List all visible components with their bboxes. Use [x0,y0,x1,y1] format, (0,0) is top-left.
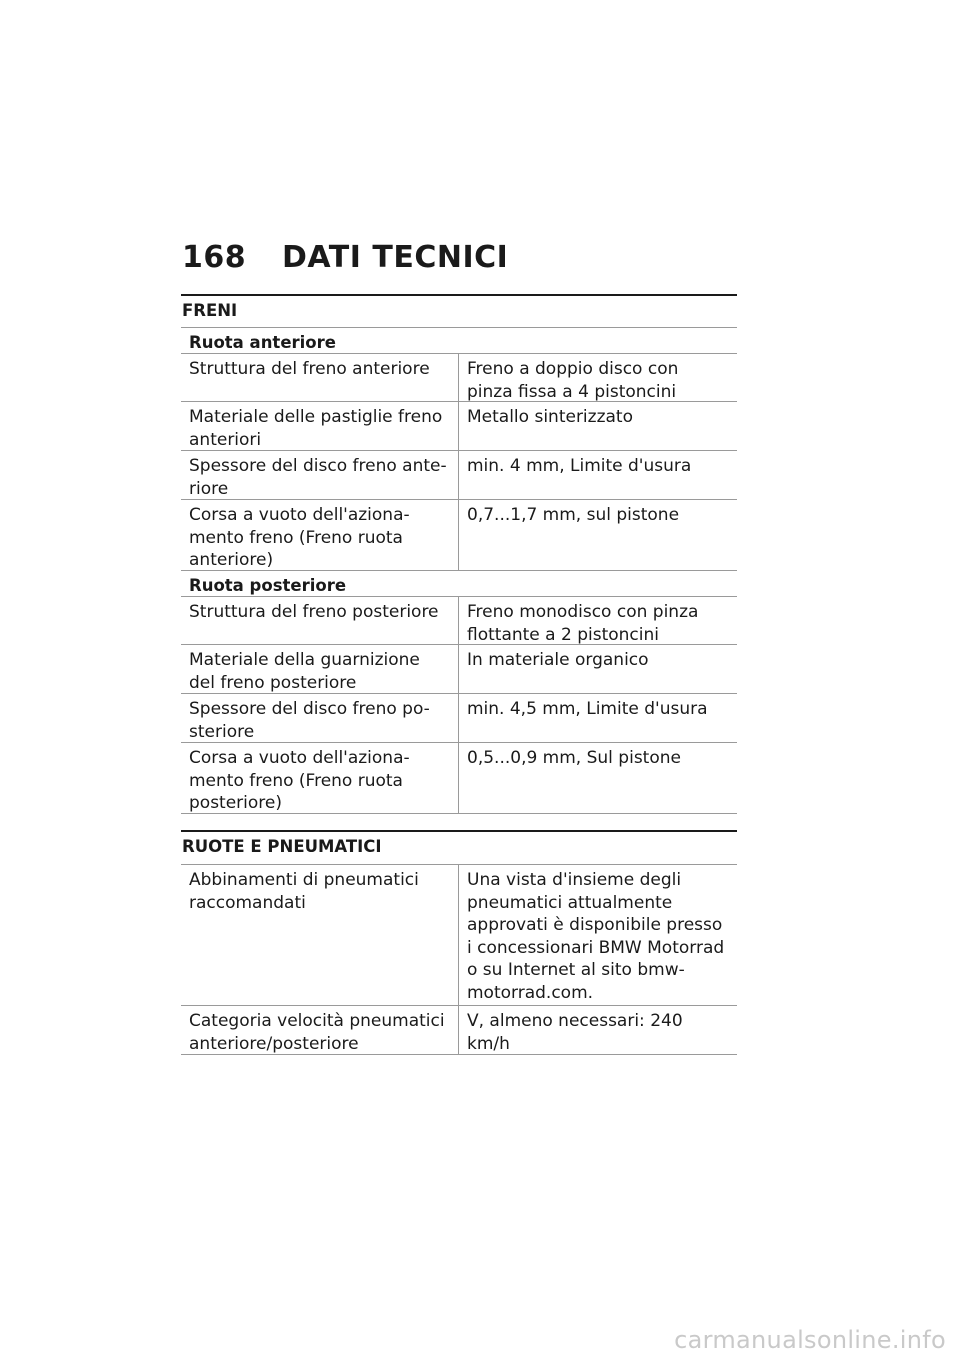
spec-label: Corsa a vuoto dell'aziona-mento freno (Freno ruota posteriore) [181,743,459,813]
spec-label: Abbinamenti di pneumatici raccomandati [181,865,459,1005]
table-row [181,353,737,401]
spec-label: Materiale della guarnizione del freno posteriore [181,645,459,693]
table-row [181,693,737,742]
front-wheel-header: Ruota anteriore [181,327,737,353]
spec-value: In materiale organico [467,650,649,670]
rear-wheel-header: Ruota posteriore [181,570,737,596]
table-row [181,644,737,693]
table-row [181,1005,737,1055]
spec-value: 0,7...1,7 mm, sul pistone [467,505,680,525]
table-row [181,401,737,450]
freni-section [181,294,737,814]
spec-value: min. 4 mm, Limite d'usura [467,456,692,476]
ruote-section [181,830,737,1055]
freni-section-title: FRENI [181,294,737,320]
table-row [181,742,737,814]
table-row [181,450,737,499]
table-row [181,499,737,570]
spec-label: Spessore del disco freno po-steriore [181,694,459,742]
spec-value: min. 4,5 mm, Limite d'usura [467,699,708,719]
spec-value: V, almeno necessari: 240 km/h [467,1011,683,1054]
table-row [181,864,737,1005]
spec-label: Materiale delle pastiglie freno anteriori [181,402,459,450]
page-heading [182,240,508,275]
spec-value: Metallo sinterizzato [467,407,633,427]
watermark: carmanualsonline.info [674,1326,946,1354]
spec-value: Freno monodisco con pinza flottante a 2 pistoncini [467,602,699,645]
spec-label: Spessore del disco freno ante-riore [181,451,459,499]
ruote-section-title: RUOTE E PNEUMATICI [181,830,737,856]
spec-value: 0,5...0,9 mm, Sul pistone [467,748,681,768]
page-title: DATI TECNICI [282,240,509,275]
spec-value: Una vista d'insieme degli pneumatici attualmente approvati è disponibile presso i concessionari BMW Motorrad o su Internet al sito bmw-motorrad.com. [467,870,725,1003]
spec-value: Freno a doppio disco con pinza fissa a 4 pistoncini [467,359,679,402]
spec-label: Corsa a vuoto dell'aziona-mento freno (Freno ruota anteriore) [181,500,459,570]
table-row [181,596,737,644]
page-number: 168 [182,240,247,275]
spec-label: Struttura del freno anteriore [181,354,459,401]
spec-label: Struttura del freno posteriore [181,597,459,644]
spec-label: Categoria velocità pneumatici anteriore/posteriore [181,1006,459,1054]
